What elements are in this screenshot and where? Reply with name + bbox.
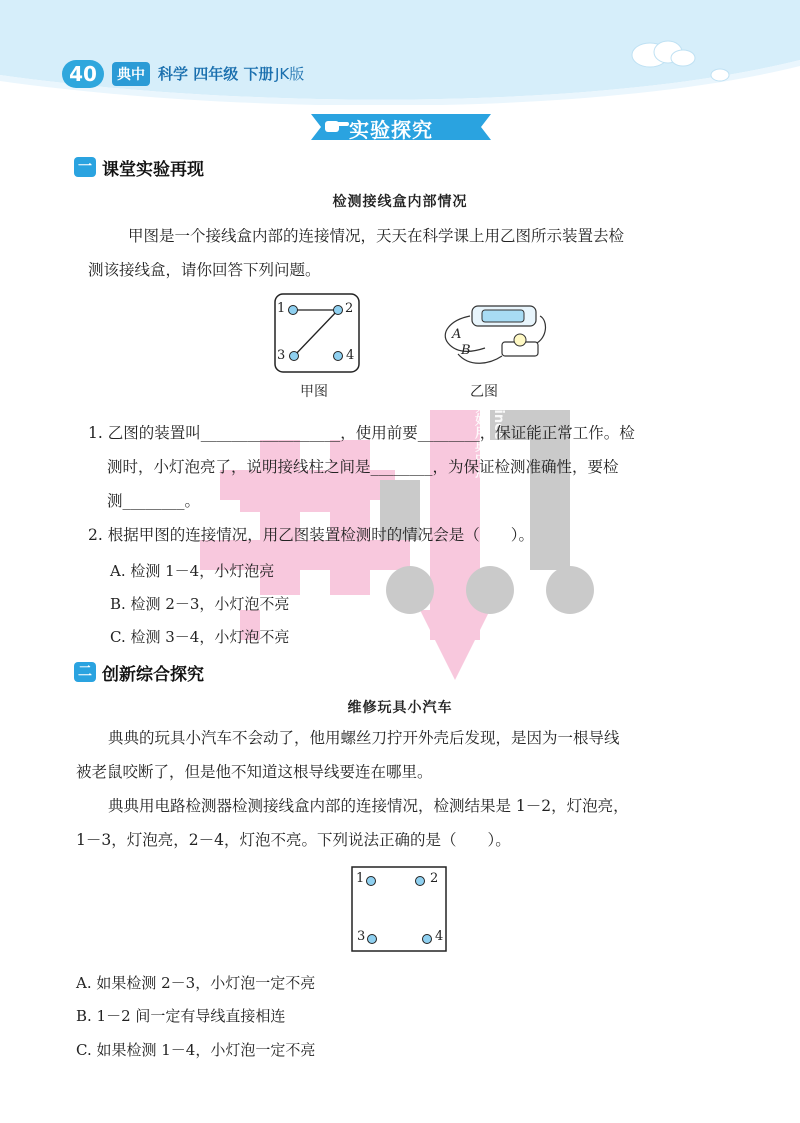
- terminal-label: 4: [435, 929, 444, 944]
- figure-a-caption: 甲图: [300, 384, 328, 400]
- terminal-1: [367, 877, 376, 886]
- scenario-paragraph: 典典用电路检测器检测接线盒内部的连接情况，检测结果是 1－2，灯泡亮，: [108, 797, 629, 815]
- answer-option: B. 1－2 间一定有导线直接相连: [76, 1007, 286, 1025]
- terminal-label: 1: [277, 301, 286, 316]
- terminal-label: 4: [346, 348, 355, 363]
- question-1: 1. 乙图的装置叫__________________，使用前要________，保证能正常工作。检: [88, 424, 635, 442]
- question-1: 测________。: [107, 492, 201, 510]
- answer-option: A. 如果检测 2－3，小灯泡一定不亮: [76, 974, 316, 992]
- header-background: [0, 0, 800, 105]
- circuit-tester-diagram: [430, 298, 550, 378]
- experiment-subtitle: 检测接线盒内部情况: [332, 194, 468, 210]
- terminal-label: 2: [430, 871, 439, 886]
- terminal-1: [289, 306, 298, 315]
- edition-label: JK版: [275, 65, 305, 83]
- intro-paragraph: 甲图是一个接线盒内部的连接情况，天天在科学课上用乙图所示装置去检: [128, 227, 625, 245]
- brand-logo: 典中: [112, 62, 150, 86]
- terminal-3: [368, 935, 377, 944]
- scenario-paragraph: 典典的玩具小汽车不会动了，他用螺丝刀拧开外壳后发现，是因为一根导线: [108, 729, 620, 747]
- section-number: 二: [74, 662, 96, 682]
- terminal-label: 3: [357, 929, 366, 944]
- bulb-icon: [514, 334, 526, 346]
- terminal-label: 1: [356, 871, 365, 886]
- answer-option: C. 检测 3－4，小灯泡不亮: [110, 628, 290, 646]
- section-title: 课堂实验再现: [102, 160, 204, 180]
- terminal-label: 2: [345, 301, 354, 316]
- answer-option: B. 检测 2－3，小灯泡不亮: [110, 595, 290, 613]
- terminal-2: [334, 306, 343, 315]
- section-number: 一: [74, 157, 96, 177]
- question-1: 测时，小灯泡亮了，说明接线柱之间是________，为保证检测准确性，要检: [107, 458, 619, 476]
- terminal-4: [334, 352, 343, 361]
- terminal-2: [416, 877, 425, 886]
- question-2: 2. 根据甲图的连接情况，用乙图装置检测时的情况会是（ ）。: [88, 526, 534, 544]
- page-number: 40: [62, 60, 104, 88]
- terminal-4: [423, 935, 432, 944]
- scenario-paragraph: 1－3，灯泡亮，2－4，灯泡不亮。下列说法正确的是（ ）。: [76, 831, 511, 849]
- wire-label: B: [461, 343, 471, 358]
- section-title: 创新综合探究: [102, 665, 204, 685]
- terminal-label: 3: [277, 348, 286, 363]
- wire-label: A: [452, 327, 462, 342]
- answer-option: C. 如果检测 1－4，小灯泡一定不亮: [76, 1041, 316, 1059]
- intro-paragraph: 测该接线盒，请你回答下列问题。: [88, 261, 321, 279]
- banner-title: 实验探究: [349, 118, 433, 142]
- watermark-text: Since 1999 理分好用典中点: [472, 400, 506, 498]
- experiment-subtitle: 维修玩具小汽车: [347, 700, 453, 716]
- figure-b-caption: 乙图: [470, 384, 498, 400]
- terminal-3: [290, 352, 299, 361]
- book-title: 科学 四年级 下册: [158, 65, 274, 83]
- answer-option: A. 检测 1－4，小灯泡亮: [110, 562, 275, 580]
- scenario-paragraph: 被老鼠咬断了，但是他不知道这根导线要连在哪里。: [76, 763, 433, 781]
- page-header: [0, 0, 800, 105]
